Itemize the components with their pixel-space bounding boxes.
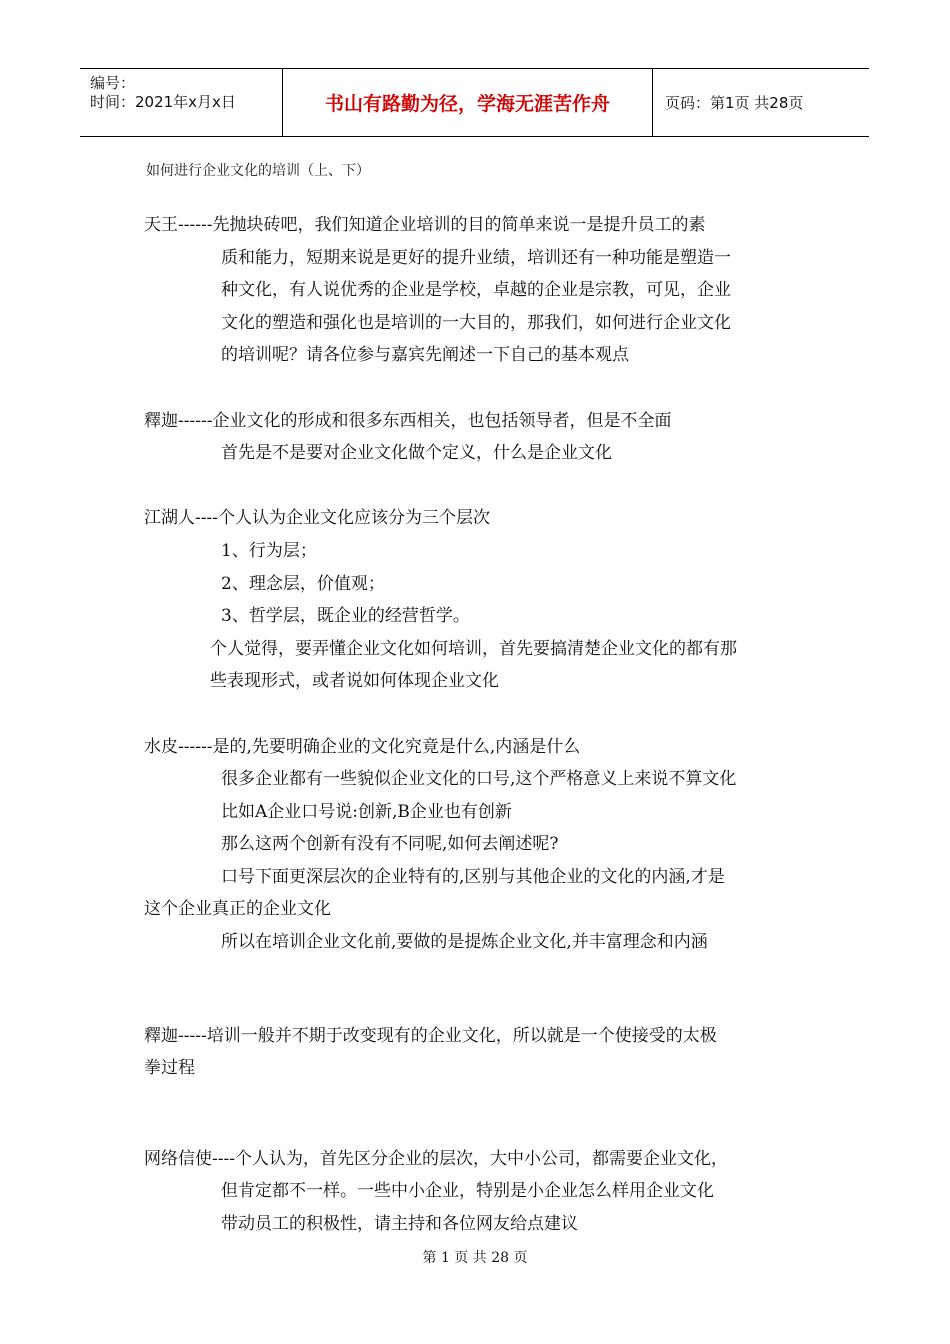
list-item: 2、理念层，价值观； bbox=[221, 573, 385, 594]
text-line: 但肯定都不一样。一些中小企业，特别是小企业怎么样用企业文化 bbox=[221, 1181, 714, 1202]
text-line: 文化的塑造和强化也是培训的一大目的，那我们，如何进行企业文化 bbox=[221, 312, 731, 333]
time-label: 时间：2021年x月x日 bbox=[90, 93, 236, 111]
text-line: 网络信使----个人认为，首先区分企业的层次，大中小公司，都需要企业文化， bbox=[144, 1148, 728, 1169]
header-left-cell bbox=[80, 69, 283, 136]
text-line: 带动员工的积极性，请主持和各位网友给点建议 bbox=[221, 1214, 578, 1235]
text-line: 这个企业真正的企业文化 bbox=[144, 899, 331, 920]
number-label: 编号： bbox=[90, 74, 136, 92]
text-line: 种文化，有人说优秀的企业是学校，卓越的企业是宗教，可见，企业 bbox=[221, 280, 731, 301]
text-line: 口号下面更深层次的企业特有的,区别与其他企业的文化的内涵,才是 bbox=[221, 866, 725, 887]
text-line: 比如A企业口号说:创新,B企业也有创新 bbox=[221, 801, 512, 822]
text-line: 釋迦------企业文化的形成和很多东西相关，也包括领导者，但是不全面 bbox=[144, 410, 672, 431]
text-line: 首先是不是要对企业文化做个定义，什么是企业文化 bbox=[221, 443, 612, 464]
text-line: 釋迦-----培训一般并不期于改变现有的企业文化，所以就是一个使接受的太极 bbox=[144, 1025, 717, 1046]
text-line: 水皮------是的,先要明确企业的文化究竟是什么,内涵是什么 bbox=[144, 736, 581, 757]
text-line: 很多企业都有一些貌似企业文化的口号,这个严格意义上来说不算文化 bbox=[221, 769, 737, 790]
text-line: 质和能力，短期来说是更好的提升业绩，培训还有一种功能是塑造一 bbox=[221, 247, 731, 268]
text-line: 个人觉得，要弄懂企业文化如何培训，首先要搞清楚企业文化的都有那 bbox=[210, 638, 737, 659]
text-line: 天王------先抛块砖吧，我们知道企业培训的目的简单来说一是提升员工的素 bbox=[144, 215, 706, 235]
text-line: 些表现形式，或者说如何体现企业文化 bbox=[210, 671, 499, 692]
text-line: 所以在培训企业文化前,要做的是提炼企业文化,并丰富理念和内涵 bbox=[221, 932, 708, 953]
text-line: 拳过程 bbox=[144, 1058, 195, 1079]
list-item: 1、行为层； bbox=[221, 540, 317, 561]
text-line: 的培训呢？请各位参与嘉宾先阐述一下自己的基本观点 bbox=[221, 345, 629, 366]
header-page-info: 页码：第1页 共28页 bbox=[665, 94, 804, 112]
text-line: 那么这两个创新有没有不同呢,如何去阐述呢? bbox=[221, 834, 559, 855]
document-body bbox=[144, 209, 814, 1241]
page-footer: 第 1 页 共 28 页 bbox=[422, 1250, 528, 1266]
list-item: 3、哲学层，既企业的经营哲学。 bbox=[221, 606, 470, 627]
text-line: 江湖人----个人认为企业文化应该分为三个层次 bbox=[144, 508, 490, 529]
document-title: 如何进行企业文化的培训（上、下） bbox=[146, 163, 370, 179]
header-motto: 书山有路勤为径，学海无涯苦作舟 bbox=[283, 69, 653, 136]
page-header bbox=[80, 68, 869, 137]
